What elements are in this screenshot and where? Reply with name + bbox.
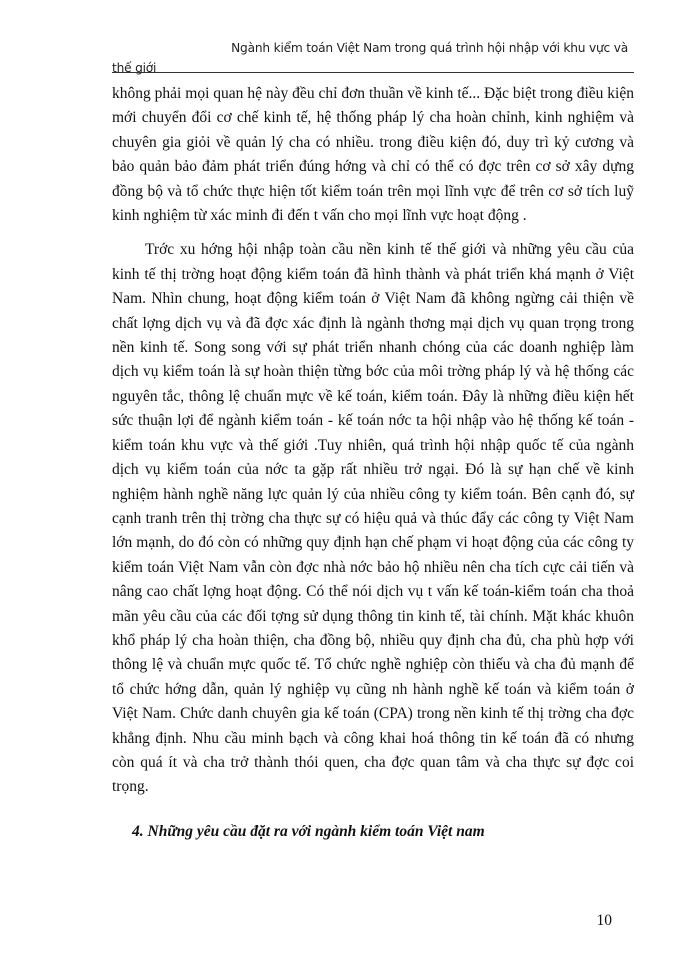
running-header-line-1: Ngành kiểm toán Việt Nam trong quá trình hội nhập với khu vực và bbox=[231, 41, 628, 55]
paragraph-integration-trends: Trớc xu hớng hội nhập toàn cầu nền kinh tế thế giới và những yêu cầu của kinh tế thị trờng hoạt động kiểm toán đã hình thành và phát triển khá mạnh ở Việt Nam. Nhìn chung, hoạt động kiểm toán ở Việt Nam đã không ngừng cải thiện về chất lợng dịch vụ và đã đợc xác định là ngành thơng mại dịch vụ quan trọng trong nền kinh tế. Song song với sự phát triển nhanh chóng của các doanh nghiệp làm dịch vụ kiểm toán là sự hoàn thiện từng bớc của môi trờng pháp lý và hệ thống các nguyên tắc, thông lệ chuẩn mực về kế toán, kiểm toán. Đây là những điều kiện hết sức thuận lợi để ngành kiểm toán - kế toán nớc ta hội nhập vào hệ thống kế toán - kiểm toán khu vực và thế giới .Tuy nhiên, quá trình hội nhập quốc tế của ngành dịch vụ kiểm toán của nớc ta gặp rất nhiều trở ngại. Đó là sự hạn chế về kinh nghiệm hành nghề năng lực quản lý của nhiều công ty kiểm toán. Bên cạnh đó, sự cạnh tranh trên thị trờng cha thực sự có hiệu quả và thúc đẩy các công ty Việt Nam lớn mạnh, do đó còn có những quy định hạn chế phạm vi hoạt động của các công ty kiểm toán Việt Nam vẫn còn đợc nhà nớc bảo hộ nhiều nên cha tích cực cải tiến và nâng cao chất lợng hoạt động. Có thể nói dịch vụ t vấn kế toán-kiểm toán cha thoả mãn yêu cầu của các đối tợng sử dụng thông tin kinh tế, tài chính. Mặt khác khuôn khổ pháp lý cha hoàn thiện, cha đồng bộ, nhiều quy định cha đủ, cha phù hợp với thông lệ và chuẩn mực quốc tế. Tổ chức nghề nghiệp còn thiếu và cha đủ mạnh để tổ chức hớng dẫn, quản lý nghiệp vụ cũng nh hành nghề kế toán và kiểm toán ở Việt Nam. Chức danh chuyên gia kế toán (CPA) trong nền kinh tế thị trờng cha đợc khẳng định. Nhu cầu minh bạch và công khai hoá thông tin kế toán đã có nhưng còn quá ít và cha trở thành thói quen, cha đợc quan tâm và cha thực sự đợc coi trọng. bbox=[112, 241, 634, 796]
running-header-line-2: thế giới bbox=[112, 61, 157, 75]
header-rule bbox=[112, 72, 634, 73]
paragraph-continuation: không phải mọi quan hệ này đều chỉ đơn thuần về kinh tế... Đặc biệt trong điều kiện mới chuyển đổi cơ chế kinh tế, hệ thống pháp lý cha hoàn chỉnh, kinh nghiệm và chuyên gia giỏi về quản lý cha có nhiều. trong điều kiện đó, duy trì kỷ cương và bảo quản bảo đảm phát triển đúng hớng và chỉ có thể có đợc trên cơ sở xây dựng đồng bộ và tổ chức thực hiện tốt kiểm toán trên mọi lĩnh vực để trên cơ sở tích luỹ kinh nghiệm từ xác minh đi đến t vấn cho mọi lĩnh vực hoạt động . bbox=[112, 85, 634, 225]
body-text bbox=[112, 82, 634, 810]
page-number: 10 bbox=[596, 912, 612, 929]
section-heading: 4. Những yêu cầu đặt ra với ngành kiểm toán Việt nam bbox=[132, 823, 485, 840]
